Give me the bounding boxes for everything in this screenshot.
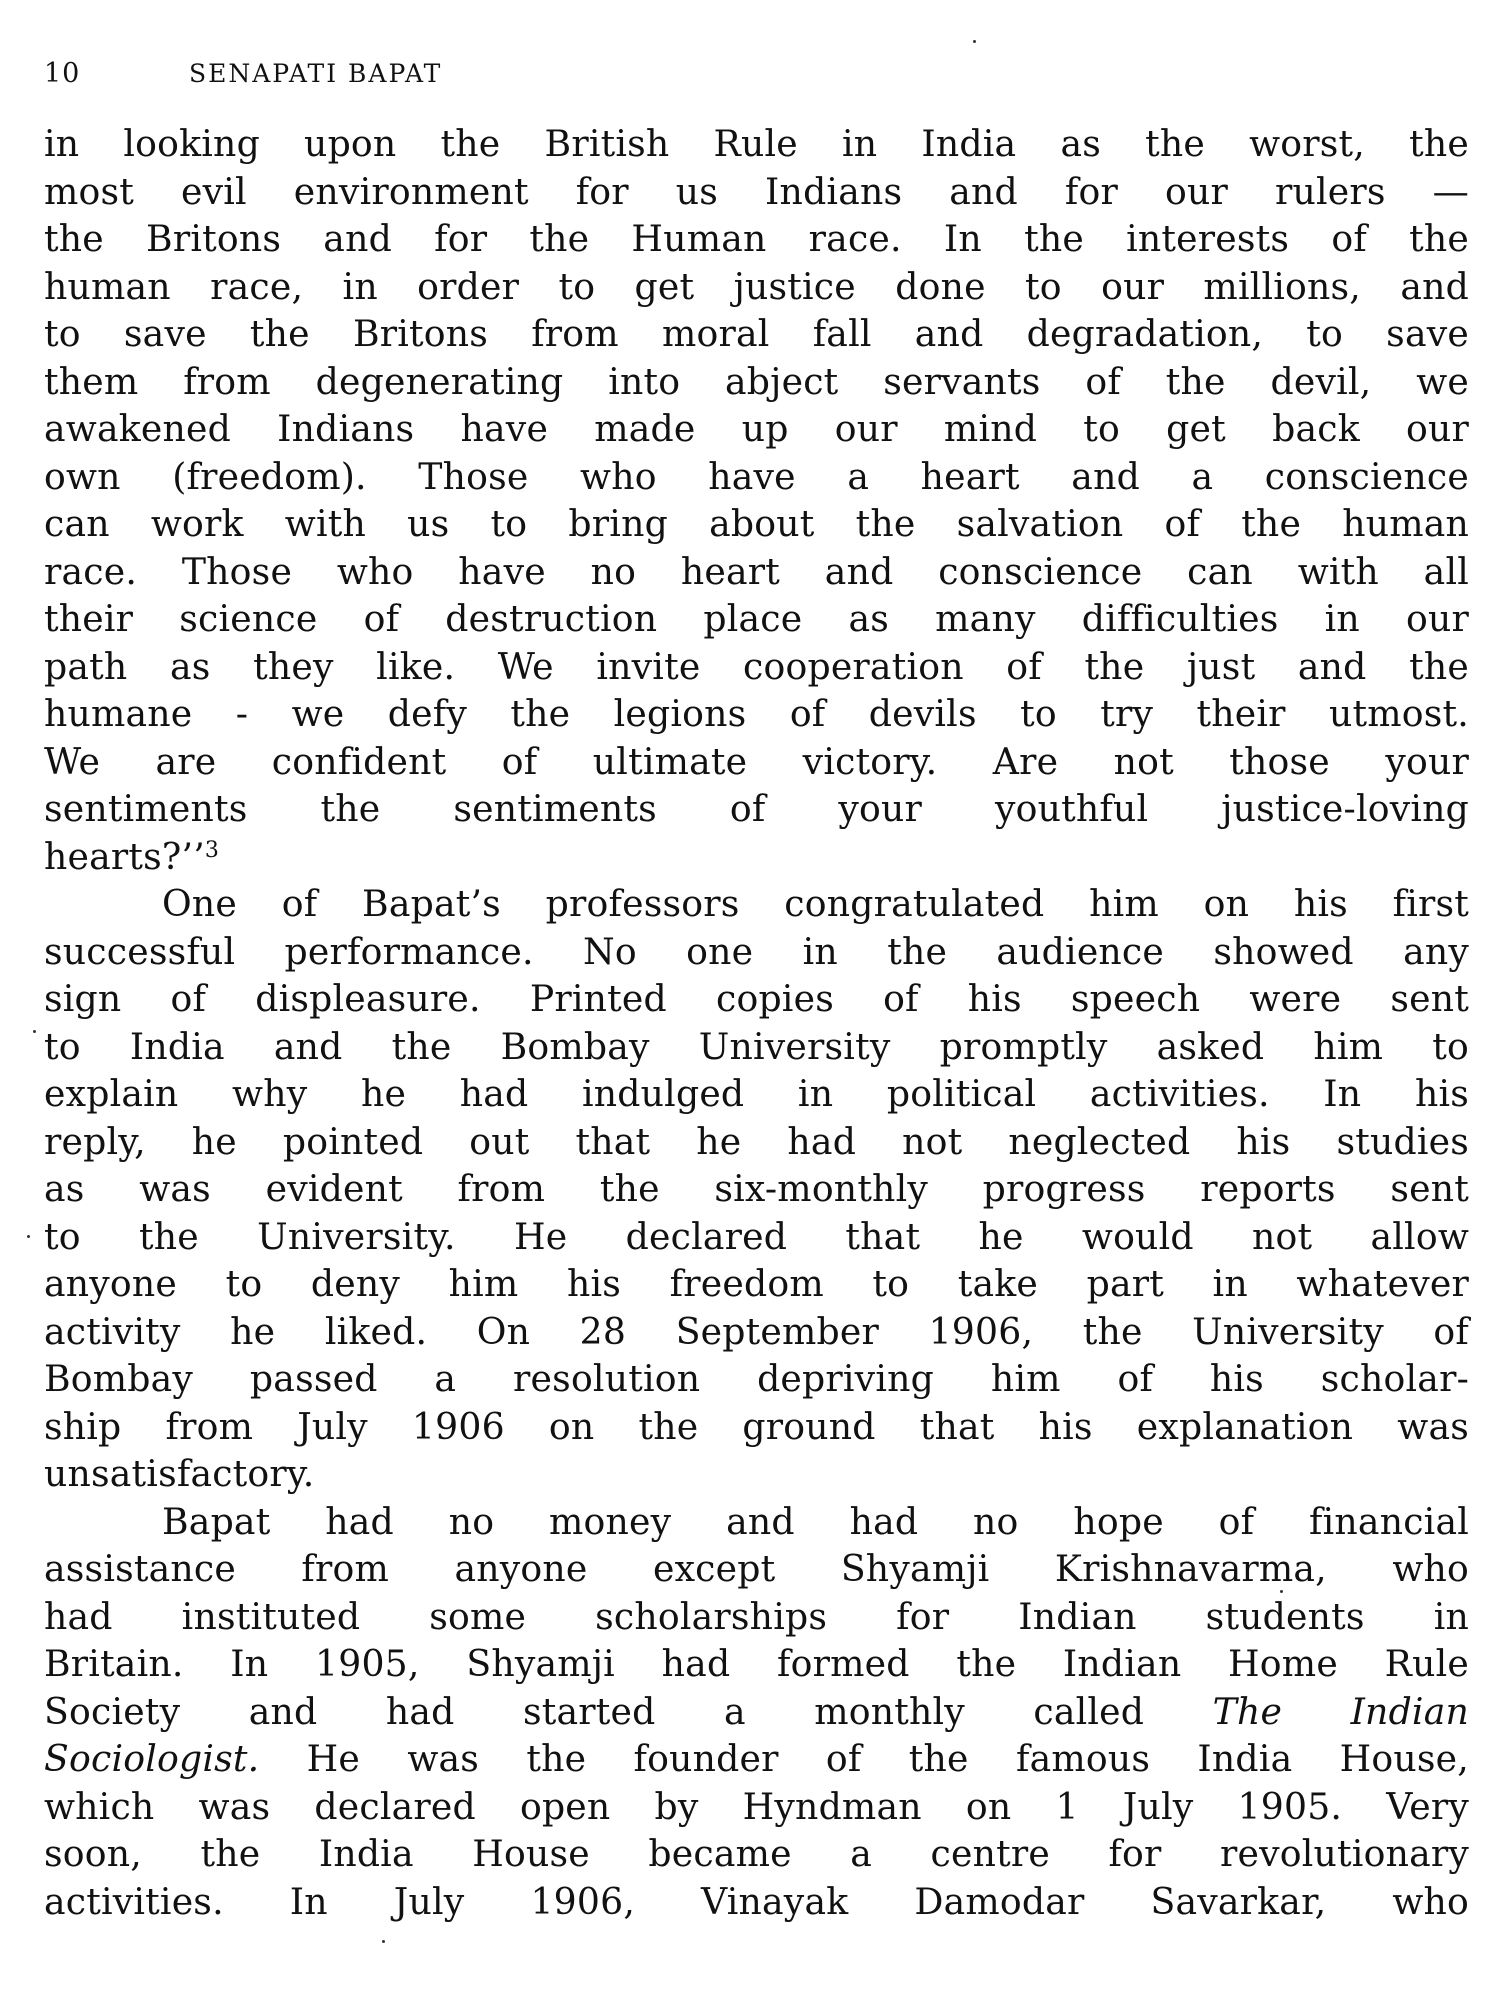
text-segment: He was the founder of the famous India House, — [259, 1737, 1469, 1780]
text-line: to save the Britons from moral fall and degradation, to save — [44, 312, 1469, 355]
text-line-last — [44, 833, 1469, 881]
footnote-marker: 3 — [204, 837, 220, 863]
running-head — [44, 58, 442, 89]
paragraph-quotation — [44, 120, 1469, 880]
last-line-text: hearts?’’ — [44, 834, 205, 878]
text-segment: Society and had started a monthly called — [44, 1689, 1213, 1733]
text-line: their science of destruction place as many difficulties in our — [44, 597, 1469, 640]
text-line: activity he liked. On 28 September 1906, the University of — [44, 1309, 1469, 1353]
text-line: explain why he had indulged in political activities. In his — [44, 1072, 1469, 1115]
text-line: to India and the Bombay University promptly asked him to — [44, 1024, 1469, 1068]
text-line: human race, in order to get justice done to our millions, and — [44, 264, 1469, 308]
text-line-last: unsatisfactory. — [44, 1452, 315, 1495]
text-line: reply, he pointed out that he had not neglected his studies — [44, 1119, 1469, 1163]
text-line: path as they like. We invite cooperation of the just and the — [44, 644, 1469, 688]
scan-speck — [33, 1030, 36, 1033]
text-line: awakened Indians have made up our mind to get back our — [44, 407, 1469, 450]
text-line: assistance from anyone except Shyamji Krishnavarma, who — [44, 1547, 1469, 1590]
text-line: own (freedom). Those who have a heart and a conscience — [44, 454, 1469, 498]
text-line: anyone to deny him his freedom to take part in whatever — [44, 1262, 1469, 1305]
text-line: sentiments the sentiments of your youthful justice-loving — [44, 787, 1469, 830]
text-line: to the University. He declared that he would not allow — [44, 1214, 1469, 1258]
text-line: ship from July 1906 on the ground that his explanation was — [44, 1404, 1469, 1448]
text-line: most evil environment for us Indians and for our rulers — — [44, 169, 1469, 213]
text-line: Bombay passed a resolution depriving him of his scholar- — [44, 1357, 1469, 1400]
text-line: in looking upon the British Rule in India as the worst, the — [44, 122, 1469, 165]
text-line-indented: Bapat had no money and had no hope of financial — [162, 1499, 1469, 1543]
scan-speck — [973, 40, 976, 43]
text-line: had instituted some scholarships for Indian students in — [44, 1594, 1469, 1638]
scan-speck — [382, 1940, 385, 1943]
text-line: We are confident of ultimate victory. Are not those your — [44, 739, 1469, 783]
journal-title-italic: Sociologist. — [44, 1737, 260, 1780]
text-line-with-italic — [44, 1688, 1469, 1736]
scan-speck — [27, 1235, 30, 1238]
page-number: 10 — [44, 58, 81, 89]
running-title: SENAPATI BAPAT — [189, 59, 443, 88]
text-line: which was declared open by Hyndman on 1 July 1905. Very — [44, 1784, 1469, 1828]
text-line: as was evident from the six-monthly progress reports sent — [44, 1167, 1469, 1210]
text-line: can work with us to bring about the salvation of the human — [44, 502, 1469, 545]
text-line-indented: One of Bapat’s professors congratulated him on his first — [162, 882, 1469, 925]
text-line: soon, the India House became a centre for revolutionary — [44, 1832, 1469, 1875]
text-line: successful performance. No one in the audience showed any — [44, 929, 1469, 973]
text-line: sign of displeasure. Printed copies of his speech were sent — [44, 977, 1469, 1020]
scan-speck — [1280, 1590, 1283, 1593]
text-line: Britain. In 1905, Shyamji had formed the Indian Home Rule — [44, 1642, 1469, 1685]
paragraph-scholarship — [44, 880, 1469, 1498]
paragraph-india-house — [44, 1498, 1469, 1926]
text-line: race. Those who have no heart and conscience can with all — [44, 549, 1469, 593]
text-line: the Britons and for the Human race. In the interests of the — [44, 217, 1469, 260]
text-line: humane - we defy the legions of devils to try their utmost. — [44, 692, 1469, 735]
text-line: them from degenerating into abject servants of the devil, we — [44, 359, 1469, 403]
text-line: activities. In July 1906, Vinayak Damodar Savarkar, who — [44, 1879, 1469, 1923]
body-text — [44, 120, 1469, 1925]
text-line-with-italic — [44, 1735, 1469, 1783]
journal-title-italic: The Indian — [1212, 1689, 1469, 1733]
